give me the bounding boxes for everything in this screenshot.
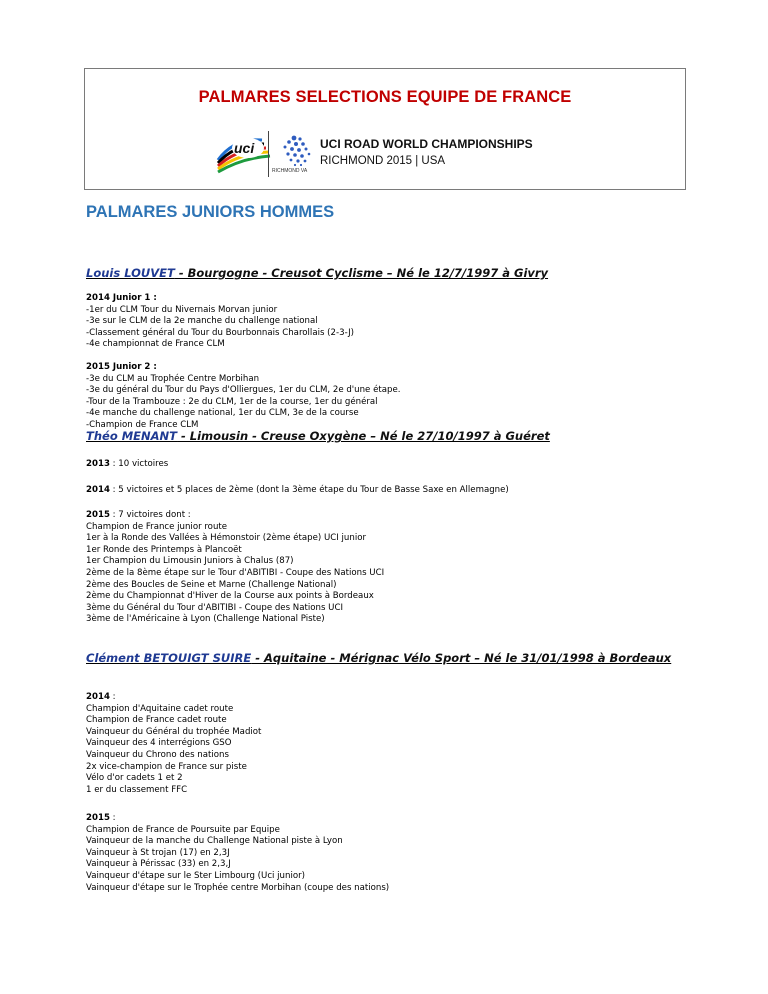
header-box — [84, 68, 686, 190]
palmares-group — [86, 813, 686, 894]
palmares-line: 1er à la Ronde des Vallées à Hémonstoir (2ème étape) UCI junior — [86, 533, 366, 544]
header-title: PALMARES SELECTIONS EQUIPE DE FRANCE — [198, 88, 572, 106]
palmares-line: Champion d'Aquitaine cadet route — [86, 703, 234, 714]
rider-details: - Aquitaine - Mérignac Vélo Sport – Né le 31/01/1998 à Bordeaux — [251, 651, 672, 665]
palmares-line: Vainqueur à Périssac (33) en 2,3,J — [86, 859, 231, 870]
palmares-line: -Champion de France CLM — [86, 419, 199, 430]
palmares-line: 1er Ronde des Printemps à Plancoët — [86, 544, 242, 555]
rider-heading-louvet — [86, 265, 686, 282]
uci-logo-text: uci — [234, 140, 255, 156]
palmares-line: 2ème de la 8ème étape sur le Tour d'ABITIBI - Coupe des Nations UCI — [86, 567, 385, 578]
rider-name: Clément BETOUIGT SUIRE — [86, 651, 252, 665]
championship-title: UCI ROAD WORLD CHAMPIONSHIPS — [320, 137, 533, 151]
richmond-emblem-icon — [280, 133, 314, 167]
group-summary: : 10 victoires — [109, 459, 169, 469]
palmares-group — [86, 485, 686, 497]
palmares-line: -4e championnat de France CLM — [86, 339, 225, 350]
rider-name: Louis LOUVET — [86, 266, 175, 280]
rider-heading-menant — [86, 428, 686, 445]
palmares-line: 3ème de l'Américaine à Lyon (Challenge National Piste) — [86, 614, 325, 625]
palmares-line: Vainqueur d'étape sur le Trophée centre Morbihan (coupe des nations) — [86, 882, 390, 893]
palmares-line: 3ème du Général du Tour d'ABITIBI - Coupe des Nations UCI — [86, 602, 343, 613]
palmares-group — [86, 362, 686, 432]
palmares-line: 2ème des Boucles de Seine et Marne (Challenge National) — [86, 579, 337, 590]
rider-name: Théo MENANT — [86, 429, 178, 443]
palmares-line: Vélo d'or cadets 1 et 2 — [86, 773, 183, 784]
group-heading: 2013 — [86, 459, 110, 469]
logo-divider — [268, 131, 269, 177]
group-summary: : — [109, 813, 116, 823]
group-heading: 2014 — [86, 485, 110, 495]
palmares-line: 1er Champion du Limousin Juniors à Chalus (87) — [86, 556, 294, 567]
palmares-line: -3e du général du Tour du Pays d'Olliergues, 1er du CLM, 2e d'une étape. — [86, 385, 401, 396]
palmares-line: -4e manche du challenge national, 1er du CLM, 3e de la course — [86, 408, 359, 419]
group-heading: 2014 — [86, 692, 110, 702]
palmares-line: -3e du CLM au Trophée Centre Morbihan — [86, 373, 260, 384]
rider-details: - Limousin - Creuse Oxygène – Né le 27/10/1997 à Guéret — [177, 429, 550, 443]
group-summary: : 7 victoires dont : — [109, 510, 191, 520]
palmares-line: 2x vice-champion de France sur piste — [86, 761, 247, 772]
group-heading: 2015 — [86, 813, 110, 823]
group-summary: : 5 victoires et 5 places de 2ème (dont la 3ème étape du Tour de Basse Saxe en Allemagne) — [109, 485, 509, 495]
palmares-line: Champion de France de Poursuite par Equipe — [86, 824, 280, 835]
palmares-line: -Classement général du Tour du Bourbonnais Charollais (2-3-J) — [86, 327, 355, 338]
group-summary: : — [109, 692, 116, 702]
palmares-line: 1 er du classement FFC — [86, 784, 188, 795]
palmares-line: Vainqueur du Chrono des nations — [86, 749, 229, 760]
palmares-line: Vainqueur à St trojan (17) en 2,3J — [86, 847, 230, 858]
richmond-caption: RICHMOND VA — [272, 168, 308, 174]
group-heading: 2014 Junior 1 : — [86, 293, 157, 303]
palmares-line: -1er du CLM Tour du Nivernais Morvan junior — [86, 304, 278, 315]
section-title: PALMARES JUNIORS HOMMES — [86, 203, 335, 221]
palmares-line: Champion de France cadet route — [86, 715, 227, 726]
uci-logo — [214, 130, 274, 174]
rider-details: - Bourgogne - Creusot Cyclisme – Né le 12/7/1997 à Givry — [174, 266, 549, 280]
palmares-line: -Tour de la Trambouze : 2e du CLM, 1er de la course, 1er du général — [86, 396, 378, 407]
palmares-line: Vainqueur des 4 interrégions GSO — [86, 738, 232, 749]
group-heading: 2015 — [86, 510, 110, 520]
palmares-line: 2ème du Championnat d'Hiver de la Course aux points à Bordeaux — [86, 591, 374, 602]
palmares-group — [86, 293, 686, 351]
palmares-line: Champion de France junior route — [86, 521, 228, 532]
palmares-line: -3e sur le CLM de la 2e manche du challenge national — [86, 316, 318, 327]
rider-heading-betouigt-suire — [86, 650, 686, 667]
palmares-group — [86, 510, 686, 626]
championship-location: RICHMOND 2015 | USA — [320, 155, 446, 167]
palmares-line: Vainqueur du Général du trophée Madiot — [86, 726, 262, 737]
group-heading: 2015 Junior 2 : — [86, 362, 157, 372]
palmares-line: Vainqueur d'étape sur le Ster Limbourg (Uci junior) — [86, 870, 305, 881]
palmares-group — [86, 692, 686, 796]
palmares-line: Vainqueur de la manche du Challenge National piste à Lyon — [86, 836, 343, 847]
palmares-group — [86, 459, 686, 471]
